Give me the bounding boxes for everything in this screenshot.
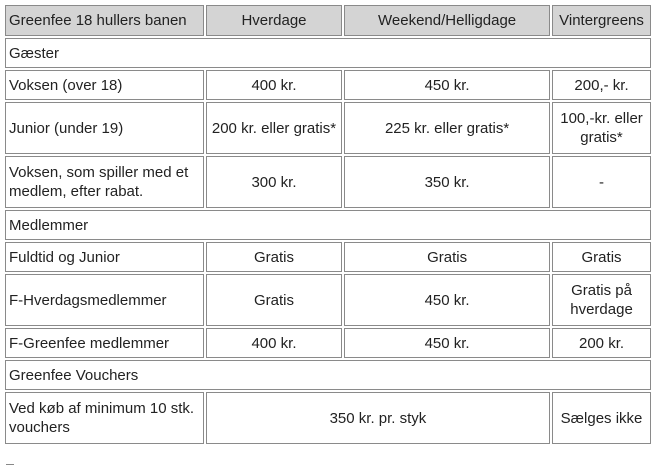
- weekday-price: 400 kr.: [206, 70, 342, 100]
- table-row-f-weekday-members: [5, 274, 651, 326]
- winter-price: -: [552, 156, 651, 208]
- table-row-adult-with-member: [5, 156, 651, 208]
- winter-price: 200 kr.: [552, 328, 651, 358]
- winter-price: Gratis på hverdage: [552, 274, 651, 326]
- table-row-fulltime-junior: [5, 242, 651, 272]
- section-title-members: Medlemmer: [5, 210, 651, 240]
- table-row-junior: [5, 102, 651, 154]
- greenfee-price-table: [3, 3, 653, 446]
- row-label: F-Greenfee medlemmer: [5, 328, 204, 358]
- section-row-vouchers: [5, 360, 651, 390]
- weekend-price: 350 kr.: [344, 156, 550, 208]
- weekend-price: 450 kr.: [344, 70, 550, 100]
- weekend-price: Gratis: [344, 242, 550, 272]
- winter-price: 200,- kr.: [552, 70, 651, 100]
- header-course: Greenfee 18 hullers banen: [5, 5, 204, 36]
- weekday-price: Gratis: [206, 274, 342, 326]
- voucher-price: 350 kr. pr. styk: [206, 392, 550, 444]
- winter-price: 100,-kr. eller gratis*: [552, 102, 651, 154]
- section-row-members: [5, 210, 651, 240]
- section-row-guests: [5, 38, 651, 68]
- weekday-price: 200 kr. eller gratis*: [206, 102, 342, 154]
- table-row-f-greenfee-members: [5, 328, 651, 358]
- header-weekend-holidays: Weekend/Helligdage: [344, 5, 550, 36]
- table-row-voucher-purchase: [5, 392, 651, 444]
- row-label: Fuldtid og Junior: [5, 242, 204, 272]
- weekend-price: 225 kr. eller gratis*: [344, 102, 550, 154]
- divider: [6, 464, 14, 469]
- row-label: Junior (under 19): [5, 102, 204, 154]
- weekday-price: 300 kr.: [206, 156, 342, 208]
- row-label: Voksen, som spiller med et medlem, efter rabat.: [5, 156, 204, 208]
- weekday-price: 400 kr.: [206, 328, 342, 358]
- header-winter-greens: Vintergreens: [552, 5, 651, 36]
- row-label: F-Hverdagsmedlemmer: [5, 274, 204, 326]
- weekend-price: 450 kr.: [344, 328, 550, 358]
- section-title-guests: Gæster: [5, 38, 651, 68]
- winter-price: Gratis: [552, 242, 651, 272]
- header-weekdays: Hverdage: [206, 5, 342, 36]
- row-label: Voksen (over 18): [5, 70, 204, 100]
- weekday-price: Gratis: [206, 242, 342, 272]
- section-title-vouchers: Greenfee Vouchers: [5, 360, 651, 390]
- winter-price: Sælges ikke: [552, 392, 651, 444]
- row-label: Ved køb af minimum 10 stk. vouchers: [5, 392, 204, 444]
- weekend-price: 450 kr.: [344, 274, 550, 326]
- table-row-adult: [5, 70, 651, 100]
- header-row: [5, 5, 651, 36]
